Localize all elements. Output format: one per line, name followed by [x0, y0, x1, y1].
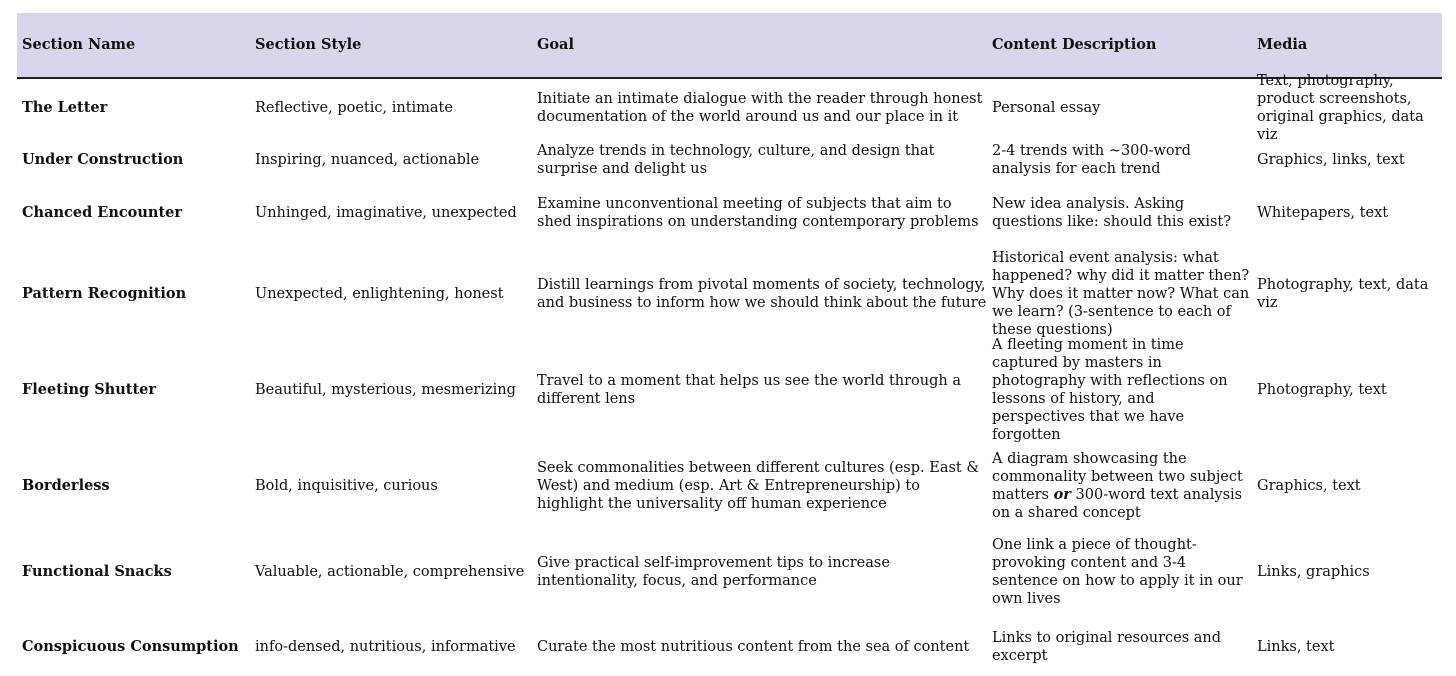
cell-media: Graphics, links, text	[1257, 152, 1405, 168]
header-section-style: Section Style	[255, 36, 362, 53]
table-header	[17, 13, 1442, 79]
cell-section-name: Under Construction	[22, 151, 184, 168]
cell-content-description: A fleeting moment in time captured by masters in photography with reflections on lessons of history, and perspectives that we have forgotten	[992, 337, 1228, 443]
cell-section-style: Unexpected, enlightening, honest	[255, 286, 504, 302]
cell-media: Links, graphics	[1257, 564, 1370, 580]
table-row	[17, 243, 1442, 345]
table-row	[17, 537, 1442, 607]
table-row	[17, 337, 1442, 443]
cell-section-name: Borderless	[22, 477, 110, 494]
content-text-emphasis: or	[1053, 486, 1071, 503]
cell-goal: Curate the most nutritious content from the sea of content	[537, 639, 970, 655]
table-row	[17, 607, 1442, 676]
cell-content-description: Personal essay	[992, 100, 1101, 116]
cell-content-description	[992, 435, 1250, 537]
cell-section-name: Fleeting Shutter	[22, 381, 157, 398]
cell-goal: Initiate an intimate dialogue with the reader through honest documentation of the world around us and our place in it	[537, 91, 983, 125]
cell-section-style: Unhinged, imaginative, unexpected	[255, 205, 517, 221]
cell-goal: Give practical self-improvement tips to increase intentionality, focus, and performance	[537, 555, 890, 589]
cell-section-name: Conspicuous Consumption	[22, 638, 239, 655]
sections-table	[17, 13, 1442, 676]
cell-section-name: The Letter	[22, 99, 108, 116]
cell-media: Text, photography, product screenshots, original graphics, data viz	[1257, 73, 1424, 143]
cell-section-name: Chanced Encounter	[22, 204, 183, 221]
cell-section-style: Valuable, actionable, comprehensive	[255, 564, 525, 580]
table-row	[17, 183, 1442, 243]
content-text-post: 300-word text analysis on a shared concept	[992, 487, 1243, 521]
cell-media: Photography, text, data viz	[1257, 277, 1429, 311]
header-content-description: Content Description	[992, 36, 1157, 53]
table-row	[17, 435, 1442, 537]
table-row	[17, 73, 1442, 143]
table-row	[17, 137, 1442, 183]
cell-section-style: Beautiful, mysterious, mesmerizing	[255, 382, 516, 398]
cell-section-style: Reflective, poetic, intimate	[255, 100, 453, 116]
cell-media: Graphics, text	[1257, 478, 1361, 494]
cell-goal: Seek commonalities between different cultures (esp. East & West) and medium (esp. Art & Entrepreneurship) to highlight the universality off human experience	[537, 460, 980, 512]
cell-content-description: New idea analysis. Asking questions like: should this exist?	[992, 196, 1232, 230]
cell-content-description: Links to original resources and excerpt	[992, 630, 1222, 664]
cell-goal: Analyze trends in technology, culture, and design that surprise and delight us	[537, 143, 935, 177]
cell-media: Whitepapers, text	[1257, 205, 1389, 221]
content-text-pre: A diagram showcasing the commonality between two subject matters	[992, 451, 1243, 503]
cell-content-description: 2-4 trends with ~300-word analysis for each trend	[992, 143, 1191, 177]
cell-goal: Travel to a moment that helps us see the world through a different lens	[537, 373, 962, 407]
header-goal: Goal	[537, 36, 574, 53]
cell-content-description: One link a piece of thought-provoking content and 3-4 sentence on how to apply it in our own lives	[992, 537, 1243, 607]
header-section-name: Section Name	[22, 36, 136, 53]
cell-media: Links, text	[1257, 639, 1335, 655]
cell-media: Photography, text	[1257, 382, 1387, 398]
cell-section-style: Inspiring, nuanced, actionable	[255, 152, 480, 168]
cell-section-name: Functional Snacks	[22, 563, 172, 580]
cell-content-description: Historical event analysis: what happened? why did it matter then? Why does it matter now? What can we learn? (3-sentence to each of these questions)	[992, 250, 1250, 338]
cell-section-style: info-densed, nutritious, informative	[255, 639, 516, 655]
cell-section-name: Pattern Recognition	[22, 285, 187, 302]
cell-section-style: Bold, inquisitive, curious	[255, 478, 438, 494]
cell-goal: Examine unconventional meeting of subjects that aim to shed inspirations on understanding contemporary problems	[537, 196, 979, 230]
cell-goal: Distill learnings from pivotal moments of society, technology, and business to inform how we should think about the future	[537, 277, 987, 311]
header-media: Media	[1257, 36, 1308, 53]
